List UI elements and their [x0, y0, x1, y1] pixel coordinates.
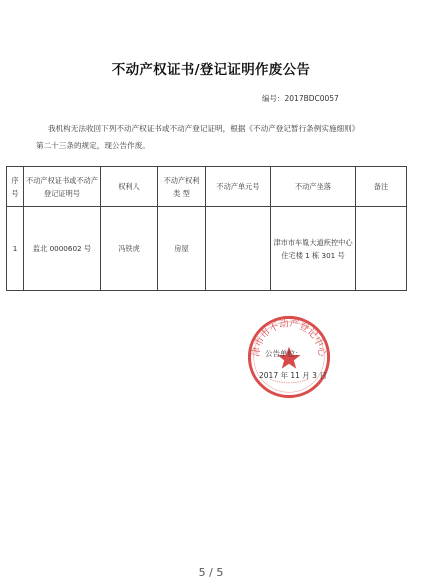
document-number: 编号：2017BDC0057: [262, 94, 339, 103]
certificate-table: [6, 166, 407, 291]
cell-location: 津市市车胤大道疾控中心住宅楼 1 栋 301 号: [271, 207, 356, 291]
document-title: 不动产权证书/登记证明作废公告: [111, 62, 311, 78]
announcing-unit-label: 公告单位：: [265, 349, 303, 358]
announcement-date: 2017 年 11 月 3 日: [259, 371, 327, 380]
header-certificate-no: 不动产权证书或不动产登记证明号: [24, 167, 101, 207]
header-remark: 备注: [356, 167, 407, 207]
header-unit-no: 不动产单元号: [206, 167, 271, 207]
cell-owner: 冯铁虎: [101, 207, 158, 291]
header-right-type: 不动产权利类 型: [158, 167, 206, 207]
cell-certificate-no: 监北 0000602 号: [24, 207, 101, 291]
svg-text:津市市不动产登记中心: 津市市不动产登记中心: [250, 318, 328, 358]
header-owner: 权利人: [101, 167, 158, 207]
cell-index: 1: [7, 207, 24, 291]
cell-remark: [356, 207, 407, 291]
header-index: 序号: [7, 167, 24, 207]
notice-body: 我机构无法收回下列不动产权证书或不动产登记证明，根据《不动产登记暂行条例实施细则》第二十三条的规定，现公告作废。: [36, 124, 360, 150]
page-indicator: 5 / 5: [198, 566, 224, 579]
table-row: [7, 207, 407, 291]
cell-unit-no: [206, 207, 271, 291]
header-location: 不动产坐落: [271, 167, 356, 207]
cell-right-type: 房屋: [158, 207, 206, 291]
table-header-row: [7, 167, 407, 207]
